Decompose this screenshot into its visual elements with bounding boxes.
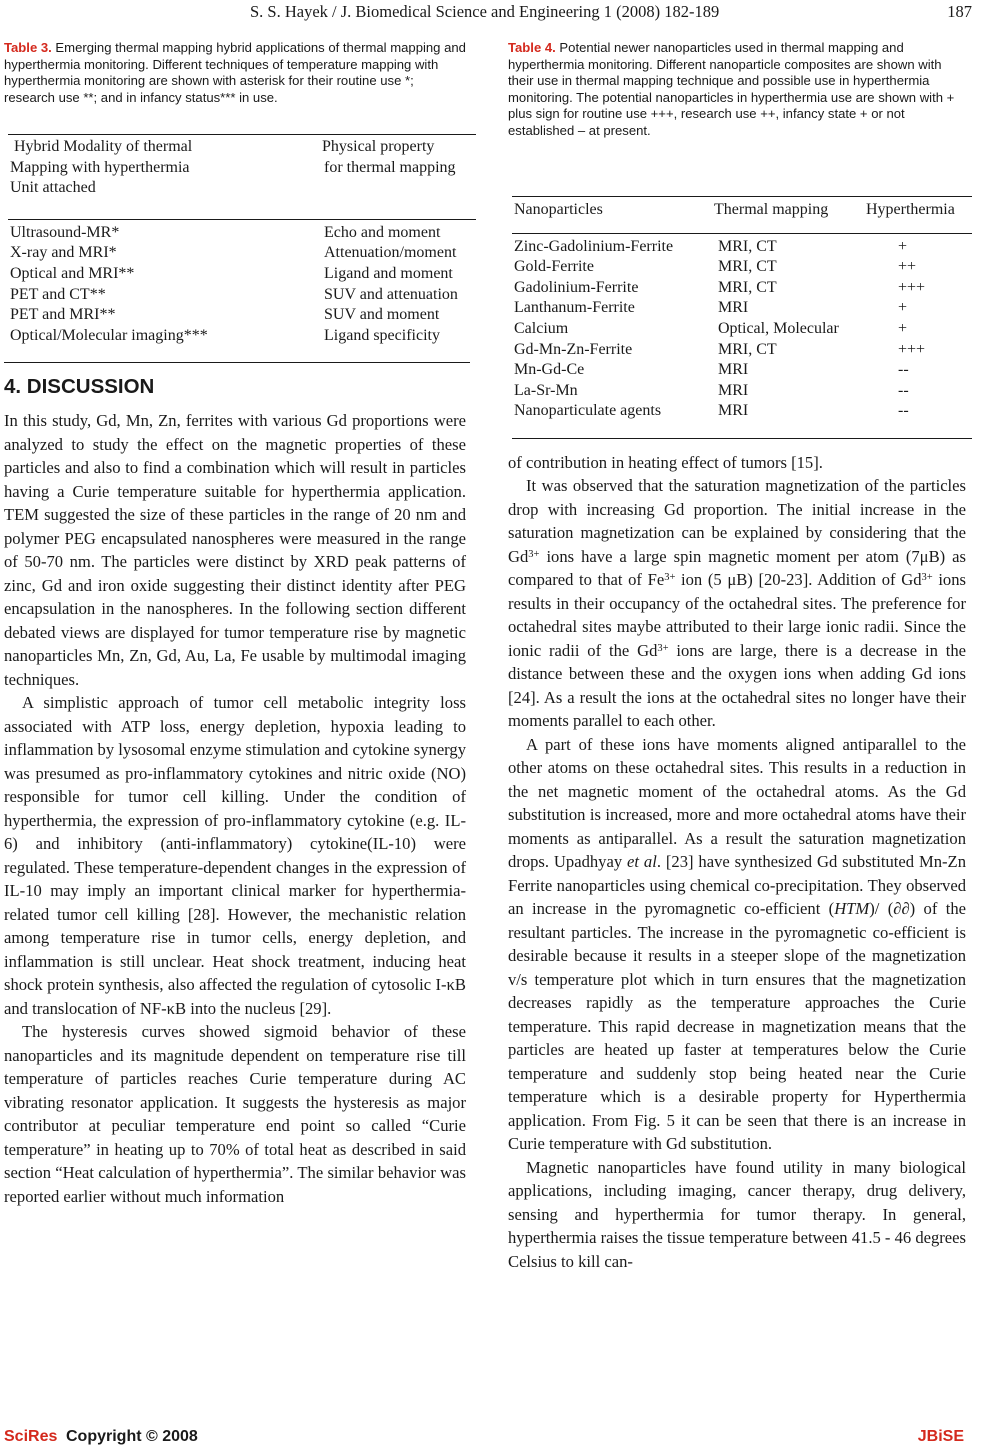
table4-row [512,278,972,299]
paragraph-2: A simplistic approach of tumor cell metabolic integrity loss associated with ATP loss, energy depletion, hypoxia leading to inflammation by lysosomal enzyme stimulation and cytokine synergy was presumed as pro-inflammatory cytokines and nitric oxide (NO) responsible for tumor cell killing. Under the condition of hyperthermia, the expression of pro-inflammatory cytokine (e.g. IL-6) and inhibitory (anti-inflammatory) cytokine(IL-10) were regulated. These temperature-dependent changes in the expression of IL-10 may imply an important clinical marker for hyperthermia-related tumor cell killing [28]. However, the mechanistic relation among temperature rise in tumor cells, energy depletion, and inflammation is still unclear. Heat shock treatment, inducing heat shock protein synthesis, also affected the regulation of cytosolic I-κB and translocation of NF-κB into the nucleus [29]. [4,693,466,1018]
table4-row [512,401,972,422]
table3 [8,134,476,346]
table3-cell-modality: PET and MRI** [10,306,116,324]
table3-top-rule [8,134,476,135]
table4-cell-hyperthermia: -- [898,381,909,399]
table4-header-nanoparticles: Nanoparticles [514,201,603,218]
table4-cell-mapping: MRI, CT [718,278,777,296]
left-text [4,409,466,1208]
table4-row [512,237,972,258]
table4-header-rule [512,233,972,234]
table4-cell-hyperthermia: ++ [898,258,917,276]
table3-row [8,305,476,326]
table3-cell-property: Attenuation/moment [324,244,457,262]
table3-cell-modality: X-ray and MRI* [10,244,117,262]
left-column [4,40,466,1208]
publisher-brand: SciRes [4,1428,58,1445]
table4-cell-hyperthermia: + [898,299,908,317]
section-title: 4. DISCUSSION [4,375,155,399]
table4-caption-text: Potential newer nanoparticles used in thermal mapping and hyperthermia monitoring. Different nanoparticle composites are shown with their use in thermal mapping technique and possible use in hyperthermia monitoring. The potential nanoparticles in hyperthermia use are shown with + plus sign for routine use +++, research use ++, infancy state + or not established – at present. [508,40,955,138]
table4-cell-mapping: Optical, Molecular [718,319,839,337]
table4-caption [508,40,970,168]
table3-cell-property: Ligand specificity [324,326,440,344]
table3-row [8,326,476,347]
table3-caption [4,40,466,132]
table4-cell-mapping: MRI, CT [718,237,777,255]
table4-cell-nanoparticle: Mn-Gd-Ce [514,361,585,379]
table4-header-hyperthermia: Hyperthermia [866,201,955,218]
table3-col1-header-line3: Unit attached [10,179,96,197]
paragraph-4: of contribution in heating effect of tumors [15]. [508,452,823,472]
table3-cell-property: SUV and attenuation [324,285,458,303]
table3-cell-modality: Optical and MRI** [10,264,135,282]
table3-header-rule [8,219,476,220]
table4-row [512,257,972,278]
paragraph-6: A part of these ions have moments aligned antiparallel to the other atoms on these octahedral sites. This results in a reduction in the net magnetic moment of the octahedral atoms. As the Gd substitution is increased, more and more octahedral atoms have their moments as antiparallel. As a result the saturation magnetization drops. Upadhyay et al. [23] have synthesized Gd substituted Mn-Zn Ferrite nanoparticles using chemical co-precipitation. They observed an increase in the pyromagnetic co-efficient (HTM)/ (∂∂) of the resultant particles. The increase in the pyromagnetic co-efficient is desirable because it results in a steeper slope of the magnetization v/s temperature plot which in turn ensures that the magnetization decreases rapidly as the temperature approaches the Curie temperature. This rapid decrease in magnetization means that the particles are heated up faster at temperatures below the Curie temperature and suddenly stop being heated near the Curie temperature which is a desirable property for Hyperthermia application. From Fig. 5 it can be seen that there is an increase in Curie temperature with Gd substitution. [508,734,966,1154]
table3-caption-text: Emerging thermal mapping hybrid applications of thermal mapping and hyperthermia monitoring. Different techniques of temperature mapping with hyperthermia monitoring are shown with asterisk for their routine use *; research use **; and in infancy status*** in use. [4,40,466,105]
table3-col2-header-line2: for thermal mapping [324,158,456,176]
paragraph-3: The hysteresis curves showed sigmoid behavior of these nanoparticles and its magnitude dependent on temperature rise till temperature of particles reaches Curie temperature during AC vibrating resonator application. It suggests the hysteresis as major contributor at peculiar temperature end point so called “Curie temperature” in heating up to 70% of total heat as described in said section “Heat calculation of hyperthermia”. The similar behavior was reported earlier without much information [4,1022,466,1206]
table4-cell-mapping: MRI [718,402,749,420]
table4 [512,196,972,439]
table4-row [512,298,972,319]
right-column [508,40,970,1273]
table3-row [8,285,476,306]
page-footer [0,1428,990,1452]
table4-cell-mapping: MRI, CT [718,258,777,276]
table3-bottom-rule [4,362,470,363]
table3-body [8,223,476,347]
table3-row [8,264,476,285]
table4-cell-nanoparticle: Gd-Mn-Zn-Ferrite [514,340,633,358]
table3-cell-property: SUV and moment [324,306,440,324]
table4-row [512,360,972,381]
copyright-notice: Copyright © 2008 [66,1428,198,1445]
table4-cell-mapping: MRI [718,299,749,317]
table4-label: Table 4. [508,40,556,55]
table3-row [8,243,476,264]
table4-top-rule [512,196,972,197]
table4-cell-nanoparticle: Gold-Ferrite [514,258,594,276]
table3-cell-modality: Ultrasound-MR* [10,223,120,241]
table4-cell-hyperthermia: -- [898,402,909,420]
table4-cell-hyperthermia: +++ [898,340,926,358]
table4-cell-hyperthermia: + [898,319,908,337]
table4-cell-mapping: MRI, CT [718,340,777,358]
journal-abbrev: JBiSE [917,1428,964,1445]
table3-cell-modality: Optical/Molecular imaging*** [10,326,208,344]
table3-cell-modality: PET and CT** [10,285,106,303]
table4-cell-hyperthermia: -- [898,361,909,379]
paragraph-7: Magnetic nanoparticles have found utility in many biological applications, including imaging, cancer therapy, drug delivery, sensing and hyperthermia for tumor therapy. In general, hyperthermia raises the tissue temperature between 41.5 - 46 degrees Celsius to kill can- [508,1157,966,1271]
table3-label: Table 3. [4,40,52,55]
table4-cell-nanoparticle: La-Sr-Mn [514,381,578,399]
page-number: 187 [947,2,972,21]
running-header [0,2,990,22]
table4-cell-hyperthermia: +++ [898,278,926,296]
table4-cell-nanoparticle: Lanthanum-Ferrite [514,299,635,317]
right-text [508,451,966,1274]
table4-header-mapping: Thermal mapping [714,201,829,218]
paragraph-1: In this study, Gd, Mn, Zn, ferrites with various Gd proportions were analyzed to study the effect on the magnetic properties of these particles and also to find a combination which will result in particles having a Curie temperature suitable for hyperthermia application. TEM suggested the size of these particles in the range of 20 nm and polymer PEG encapsulated nanospheres were measured in the range of 50-70 nm. The particles were distinct by XRD peak patterns of zinc, Gd and iron oxide suggesting their distinct identity after PEG encapsulation in the nanospheres. In the following section different debated views are displayed for tumor temperature rise by magnetic nanoparticles Mn, Zn, Gd, Au, La, Fe usable by multimodal imaging techniques. [4,411,466,689]
table4-cell-nanoparticle: Gadolinium-Ferrite [514,278,639,296]
table3-cell-property: Echo and moment [324,223,441,241]
table4-cell-hyperthermia: + [898,237,908,255]
table3-cell-property: Ligand and moment [324,264,453,282]
table4-bottom-rule [512,438,972,439]
paragraph-5: It was observed that the saturation magnetization of the particles drop with increasing Gd proportion. The initial increase in the saturation magnetization can be explained by considering that the $Gd^{3+}$ ions have a large spin magnetic moment per atom (7μB) as compared to that of $Fe^{3+}$ ion (5 μB) [20-23]. Addition of $Gd^{3+}$ ions results in their occupancy of the octahedral sites. The preference for octahedral sites maybe attributed to their large ionic radii. Since the ionic radii of the $Gd^{3+}$ ions are large, there is a decrease in the distance between these and the oxygen ions when adding Gd ions [24]. As a result the ions at the octahedral sites no longer have their moments parallel to each other. [508,476,967,731]
table4-cell-mapping: MRI [718,361,749,379]
table4-row [512,319,972,340]
table4-cell-nanoparticle: Zinc-Gadolinium-Ferrite [514,237,674,255]
table4-row [512,381,972,402]
table4-cell-nanoparticle: Calcium [514,319,569,337]
table3-row [8,223,476,244]
running-head: S. S. Hayek / J. Biomedical Science and Engineering 1 (2008) 182-189 [250,2,720,21]
table4-body [512,237,972,422]
table3-col1-header-line1: Hybrid Modality of thermal [14,138,193,155]
table4-cell-mapping: MRI [718,381,749,399]
table3-header [8,137,476,199]
table4-header [512,200,972,221]
table4-cell-nanoparticle: Nanoparticulate agents [514,402,662,420]
table4-row [512,340,972,361]
table3-col1-header-line2: Mapping with hyperthermia [10,158,190,176]
table3-col2-header-line1: Physical property [322,138,435,155]
